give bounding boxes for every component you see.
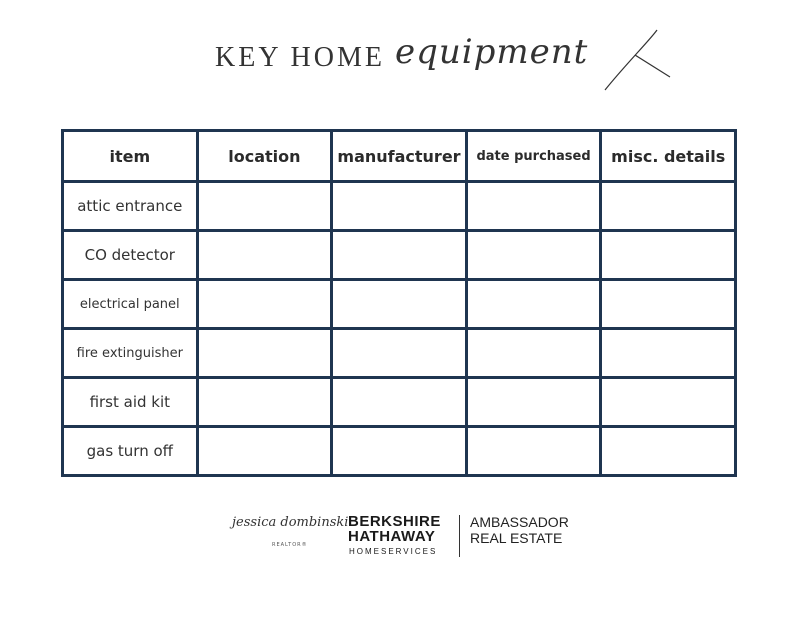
location-cell[interactable]: [197, 329, 332, 378]
office-line-1: AMBASSADOR: [470, 514, 569, 530]
table-row: [63, 427, 736, 476]
item-cell: electrical panel: [63, 280, 198, 329]
brand-line-2: HATHAWAY: [348, 528, 436, 545]
table-row: [63, 182, 736, 231]
date-purchased-cell[interactable]: [466, 182, 601, 231]
equipment-table: [61, 129, 737, 477]
page-header: [0, 0, 800, 125]
manufacturer-cell[interactable]: [332, 280, 467, 329]
location-cell[interactable]: [197, 378, 332, 427]
column-header-misc-details: misc. details: [601, 131, 736, 182]
item-cell: CO detector: [63, 231, 198, 280]
location-cell[interactable]: [197, 182, 332, 231]
footer-branding: [0, 505, 800, 565]
item-cell: attic entrance: [63, 182, 198, 231]
misc-details-cell[interactable]: [601, 280, 736, 329]
location-cell[interactable]: [197, 280, 332, 329]
column-header-location: location: [197, 131, 332, 182]
realtor-label: REALTOR®: [272, 542, 308, 548]
date-purchased-cell[interactable]: [466, 280, 601, 329]
table-row: [63, 231, 736, 280]
date-purchased-cell[interactable]: [466, 231, 601, 280]
table-row: [63, 280, 736, 329]
column-header-item: item: [63, 131, 198, 182]
manufacturer-cell[interactable]: [332, 378, 467, 427]
table-header-row: [63, 131, 736, 182]
location-cell[interactable]: [197, 231, 332, 280]
date-purchased-cell[interactable]: [466, 378, 601, 427]
office-line-2: REAL ESTATE: [470, 530, 563, 546]
column-header-manufacturer: manufacturer: [332, 131, 467, 182]
page-title: KEY HOME: [215, 42, 385, 73]
table-row: [63, 378, 736, 427]
misc-details-cell[interactable]: [601, 427, 736, 476]
date-purchased-cell[interactable]: [466, 427, 601, 476]
table-row: [63, 329, 736, 378]
manufacturer-cell[interactable]: [332, 427, 467, 476]
column-header-date-purchased: date purchased: [466, 131, 601, 182]
page-title-script: equipment: [395, 32, 589, 72]
brand-line-3: HOMESERVICES: [349, 547, 438, 556]
item-cell: first aid kit: [63, 378, 198, 427]
misc-details-cell[interactable]: [601, 378, 736, 427]
title-flourish-icon: [395, 25, 675, 120]
item-cell: gas turn off: [63, 427, 198, 476]
item-cell: fire extinguisher: [63, 329, 198, 378]
manufacturer-cell[interactable]: [332, 231, 467, 280]
misc-details-cell[interactable]: [601, 329, 736, 378]
misc-details-cell[interactable]: [601, 182, 736, 231]
misc-details-cell[interactable]: [601, 231, 736, 280]
date-purchased-cell[interactable]: [466, 329, 601, 378]
footer-divider: [459, 515, 460, 557]
manufacturer-cell[interactable]: [332, 329, 467, 378]
location-cell[interactable]: [197, 427, 332, 476]
manufacturer-cell[interactable]: [332, 182, 467, 231]
brand-line-1: BERKSHIRE: [348, 513, 441, 530]
signature-logo: jessica dombinski: [232, 515, 349, 530]
